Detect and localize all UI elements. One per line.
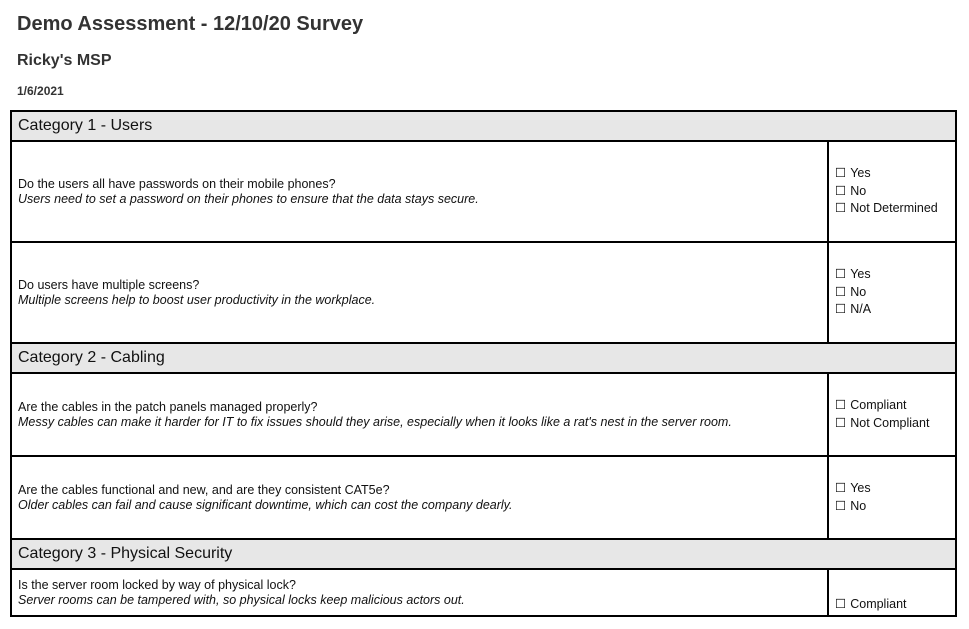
option-no[interactable] [835, 284, 955, 302]
option-yes[interactable] [835, 266, 955, 284]
question-row [12, 142, 955, 243]
question-text: Is the server room locked by way of physical lock? [18, 578, 296, 592]
option-compliant[interactable] [835, 397, 955, 415]
option-label: Not Compliant [850, 415, 930, 430]
options-cell [829, 374, 955, 455]
question-row [12, 243, 955, 344]
question-description: Users need to set a password on their phones to ensure that the data stays secure. [18, 191, 479, 206]
option-label: Yes [850, 166, 871, 181]
option-label: No [850, 498, 867, 513]
option-yes[interactable] [835, 480, 955, 498]
checkbox-icon[interactable]: ☐ [835, 284, 847, 299]
checkbox-icon[interactable]: ☐ [835, 183, 847, 198]
option-compliant[interactable] [835, 596, 955, 614]
checkbox-icon[interactable]: ☐ [835, 302, 847, 317]
options-cell [829, 457, 955, 538]
question-description: Older cables can fail and cause significant downtime, which can cost the company dearly. [18, 497, 513, 512]
checkbox-icon[interactable]: ☐ [835, 498, 847, 513]
option-label: No [850, 183, 867, 198]
question-row [12, 457, 955, 540]
options-cell [829, 142, 955, 241]
option-label: Not Determined [850, 201, 938, 216]
option-yes[interactable] [835, 165, 955, 183]
checkbox-icon[interactable]: ☐ [835, 201, 847, 216]
question-cell [12, 142, 829, 241]
question-description: Multiple screens help to boost user productivity in the workplace. [18, 292, 376, 307]
question-description: Messy cables can make it harder for IT to fix issues should they arise, especially when it looks like a rat's nest in the server room. [18, 414, 732, 429]
checkbox-icon[interactable]: ☐ [835, 597, 847, 611]
category-header: Category 1 - Users [12, 112, 955, 142]
category-header: Category 3 - Physical Security [12, 540, 955, 570]
question-text: Are the cables in the patch panels managed properly? [18, 399, 318, 414]
option-label: Yes [850, 481, 871, 495]
page-title: Demo Assessment - 12/10/20 Survey [17, 13, 364, 35]
question-cell [12, 243, 829, 342]
option-label: N/A [850, 302, 872, 317]
option-na[interactable] [835, 301, 955, 319]
question-text: Are the cables functional and new, and are they consistent CAT5e? [18, 482, 390, 497]
option-label: No [850, 284, 867, 299]
option-label: Compliant [850, 597, 907, 611]
checkbox-icon[interactable]: ☐ [835, 415, 847, 430]
question-cell [12, 570, 829, 615]
option-label: Compliant [850, 398, 907, 412]
survey-table [10, 110, 957, 617]
report-date: 1/6/2021 [17, 84, 64, 98]
checkbox-icon[interactable]: ☐ [835, 267, 847, 282]
option-no[interactable] [835, 498, 955, 516]
question-cell [12, 374, 829, 455]
checkbox-icon[interactable]: ☐ [835, 481, 847, 495]
category-header: Category 2 - Cabling [12, 344, 955, 374]
checkbox-icon[interactable]: ☐ [835, 398, 847, 412]
question-text: Do users have multiple screens? [18, 277, 200, 292]
option-not-determined[interactable] [835, 200, 955, 218]
checkbox-icon[interactable]: ☐ [835, 166, 847, 181]
options-cell [829, 570, 955, 615]
option-not-compliant[interactable] [835, 415, 955, 433]
question-row [12, 374, 955, 457]
question-row [12, 570, 955, 617]
option-label: Yes [850, 267, 871, 282]
options-cell [829, 243, 955, 342]
question-description: Server rooms can be tampered with, so physical locks keep malicious actors out. [18, 593, 465, 607]
option-no[interactable] [835, 183, 955, 201]
question-text: Do the users all have passwords on their mobile phones? [18, 176, 336, 191]
company-name: Ricky's MSP [17, 52, 112, 69]
question-cell [12, 457, 829, 538]
